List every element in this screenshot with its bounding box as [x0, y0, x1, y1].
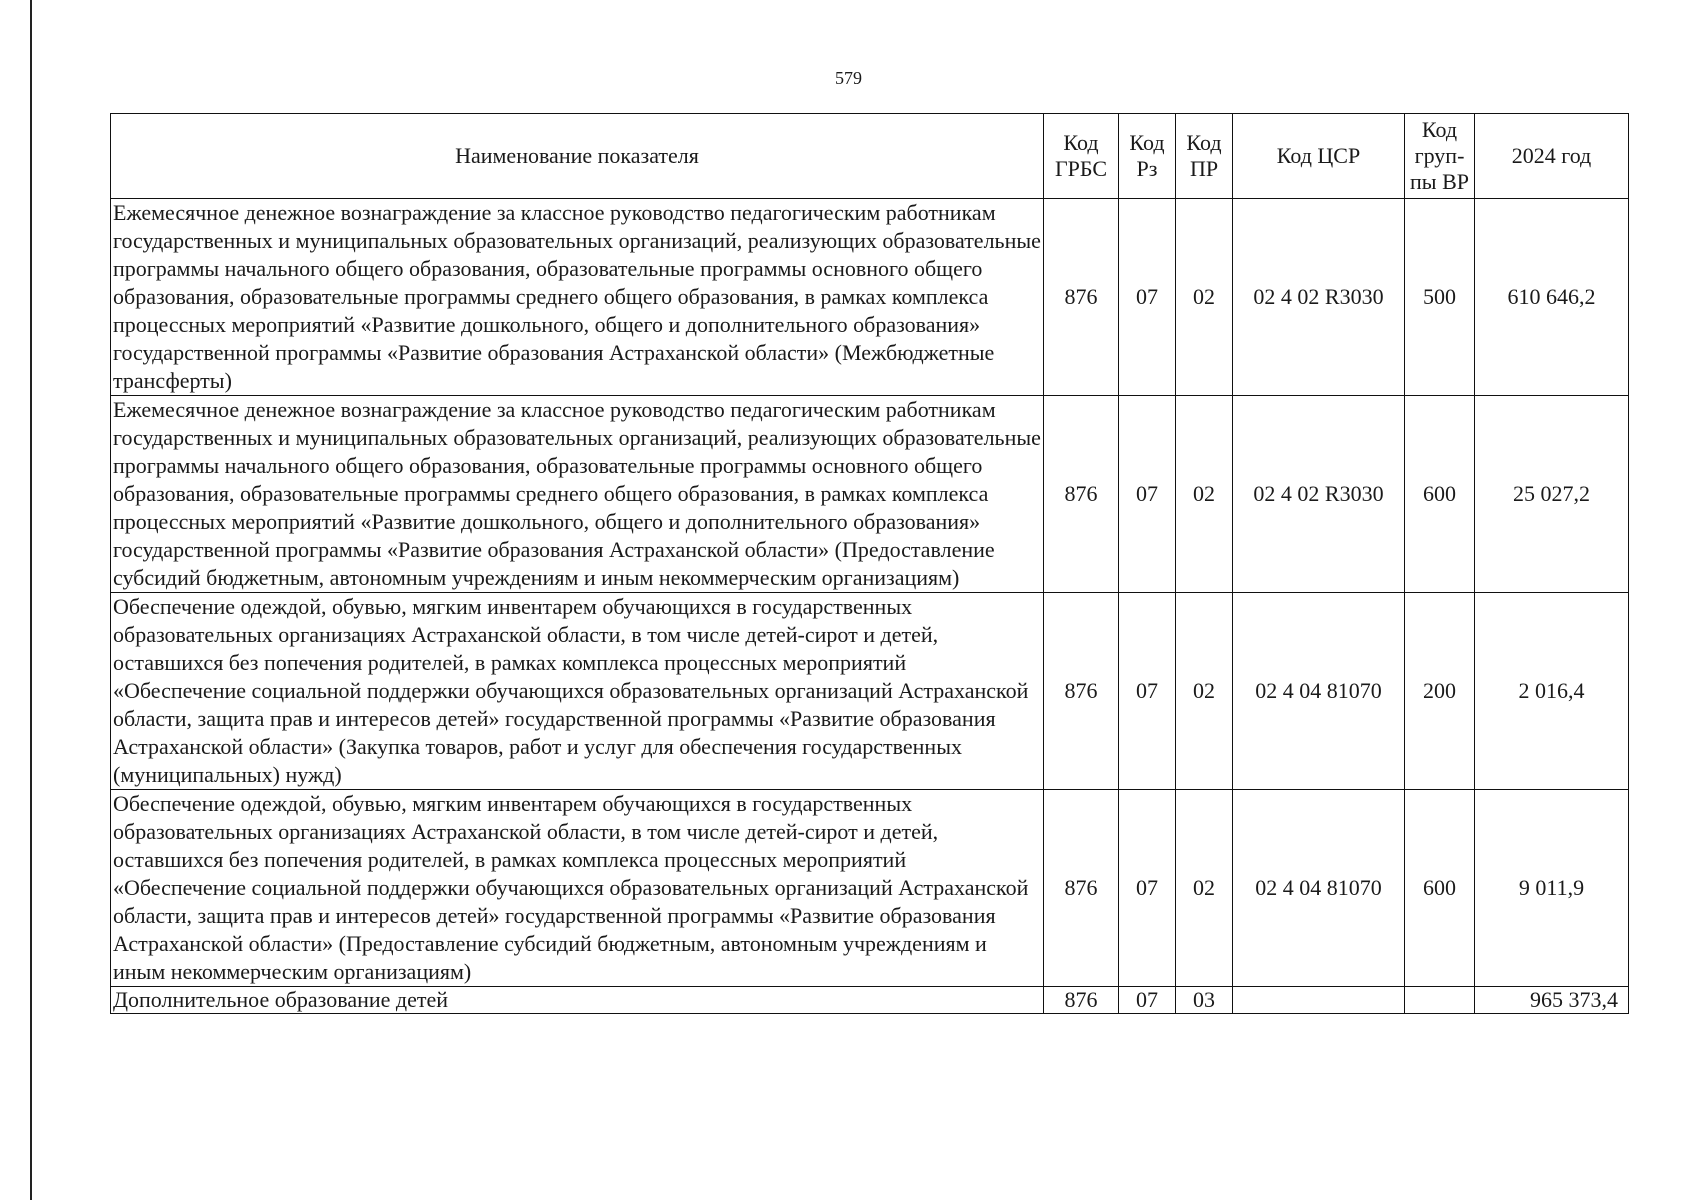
- header-vr: Код груп-пы ВР: [1405, 114, 1475, 199]
- header-name: Наименование показателя: [111, 114, 1044, 199]
- row-pr: 02: [1176, 790, 1233, 987]
- table-row: [111, 593, 1629, 790]
- row-name: Ежемесячное денежное вознаграждение за классное руководство педагогическим работникам государственных и муниципальных образовательных организаций, реализующих образовательные программы начального общего образования, образовательные программы основного общего образования, образовательные программы среднего общего образования, в рамках комплекса процессных мероприятий «Развитие дошкольного, общего и дополнительного образования» государственной программы «Развитие образования Астраханской области» (Межбюджетные трансферты): [111, 199, 1044, 396]
- row-rz: 07: [1119, 396, 1176, 593]
- table-row: [111, 790, 1629, 987]
- page-number: 579: [835, 68, 862, 88]
- row-pr: 03: [1176, 987, 1233, 1014]
- row-grbs: 876: [1044, 396, 1119, 593]
- header-grbs: Код ГРБС: [1044, 114, 1119, 199]
- row-vr: [1405, 987, 1475, 1014]
- row-csr: [1233, 987, 1405, 1014]
- binding-edge-line: [30, 0, 32, 1200]
- table-row: [111, 396, 1629, 593]
- row-name: Обеспечение одеждой, обувью, мягким инвентарем обучающихся в государственных образовательных организациях Астраханской области, в том числе детей-сирот и детей, оставшихся без попечения родителей, в рамках комплекса процессных мероприятий «Обеспечение социальной поддержки обучающихся образовательных организаций Астраханской области, защита прав и интересов детей» государственной программы «Развитие образования Астраханской области» (Закупка товаров, работ и услуг для обеспечения государственных (муниципальных) нужд): [111, 593, 1044, 790]
- row-vr: 500: [1405, 199, 1475, 396]
- row-rz: 07: [1119, 987, 1176, 1014]
- table-header-row: [111, 114, 1629, 199]
- row-name: Ежемесячное денежное вознаграждение за классное руководство педагогическим работникам государственных и муниципальных образовательных организаций, реализующих образовательные программы начального общего образования, образовательные программы основного общего образования, образовательные программы среднего общего образования, в рамках комплекса процессных мероприятий «Развитие дошкольного, общего и дополнительного образования» государственной программы «Развитие образования Астраханской области» (Предоставление субсидий бюджетным, автономным учреждениям и иным некоммерческим организациям): [111, 396, 1044, 593]
- row-vr: 600: [1405, 396, 1475, 593]
- header-pr: Код ПР: [1176, 114, 1233, 199]
- row-csr: 02 4 02 R3030: [1233, 199, 1405, 396]
- table-row: [111, 199, 1629, 396]
- header-csr: Код ЦСР: [1233, 114, 1405, 199]
- row-rz: 07: [1119, 790, 1176, 987]
- row-amount: 9 011,9: [1475, 790, 1629, 987]
- row-csr: 02 4 04 81070: [1233, 593, 1405, 790]
- row-amount: 25 027,2: [1475, 396, 1629, 593]
- row-grbs: 876: [1044, 593, 1119, 790]
- row-rz: 07: [1119, 593, 1176, 790]
- row-name: Обеспечение одеждой, обувью, мягким инвентарем обучающихся в государственных образовательных организациях Астраханской области, в том числе детей-сирот и детей, оставшихся без попечения родителей, в рамках комплекса процессных мероприятий «Обеспечение социальной поддержки обучающихся образовательных организаций Астраханской области, защита прав и интересов детей» государственной программы «Развитие образования Астраханской области» (Предоставление субсидий бюджетным, автономным учреждениям и иным некоммерческим организациям): [111, 790, 1044, 987]
- row-pr: 02: [1176, 199, 1233, 396]
- row-pr: 02: [1176, 593, 1233, 790]
- row-grbs: 876: [1044, 987, 1119, 1014]
- row-csr: 02 4 04 81070: [1233, 790, 1405, 987]
- row-csr: 02 4 02 R3030: [1233, 396, 1405, 593]
- row-rz: 07: [1119, 199, 1176, 396]
- row-amount: 610 646,2: [1475, 199, 1629, 396]
- table-row: [111, 987, 1629, 1014]
- row-amount: 2 016,4: [1475, 593, 1629, 790]
- row-pr: 02: [1176, 396, 1233, 593]
- row-name: Дополнительное образование детей: [111, 987, 1044, 1014]
- row-vr: 600: [1405, 790, 1475, 987]
- row-vr: 200: [1405, 593, 1475, 790]
- row-grbs: 876: [1044, 199, 1119, 396]
- header-year: 2024 год: [1475, 114, 1629, 199]
- budget-table: [110, 113, 1629, 1014]
- header-rz: Код Рз: [1119, 114, 1176, 199]
- row-amount: 965 373,4: [1475, 987, 1629, 1014]
- row-grbs: 876: [1044, 790, 1119, 987]
